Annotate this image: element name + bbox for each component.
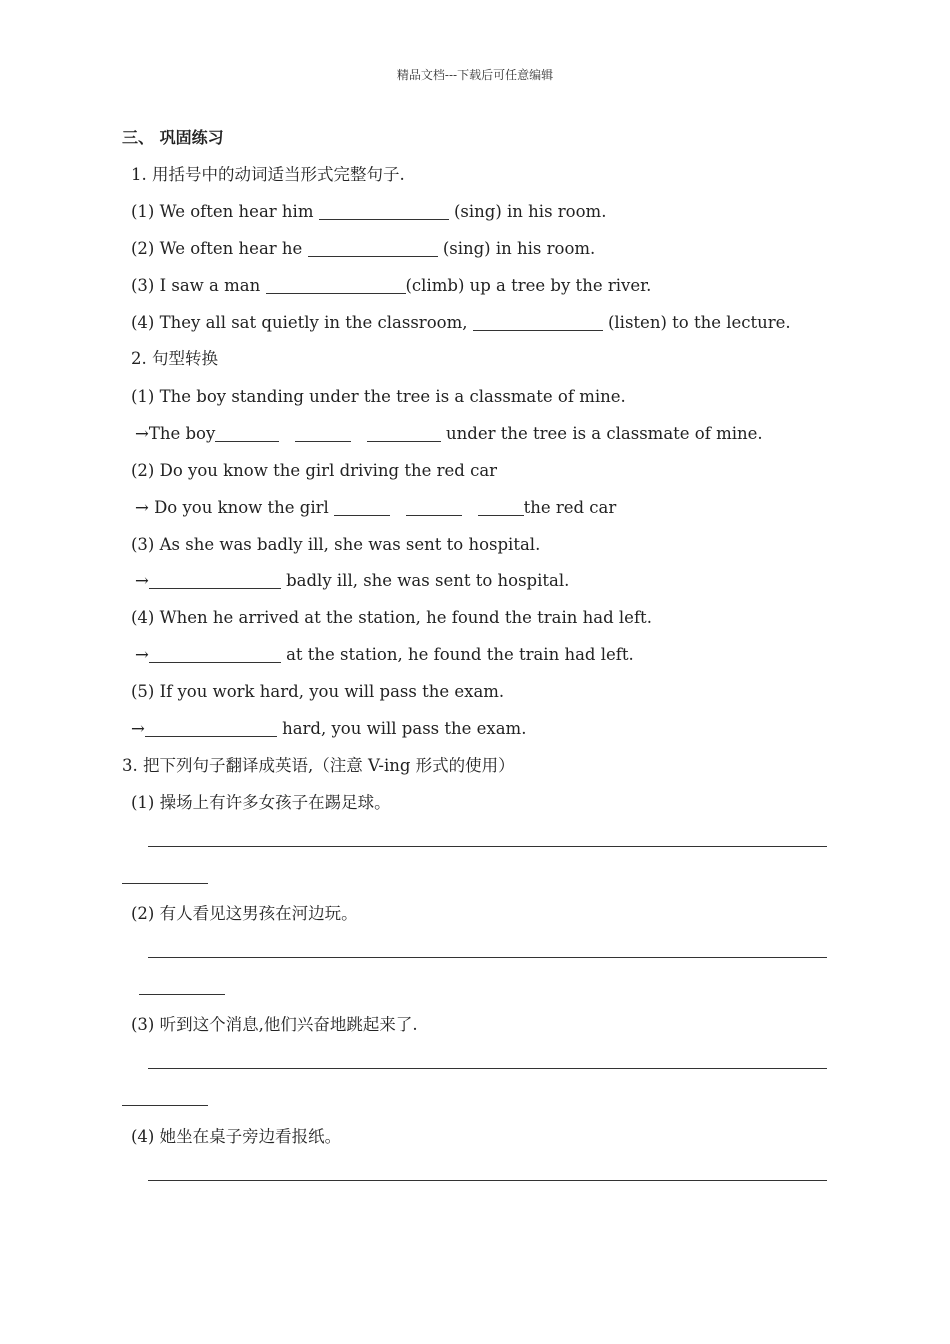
section-title: 三、 巩固练习: [122, 128, 224, 147]
page-header: 精品文档---下载后可任意编辑: [396, 68, 554, 82]
question-text: (sing) in his room.: [442, 239, 596, 258]
answer-blank[interactable]: [295, 425, 351, 442]
question-text: (listen) to the lecture.: [607, 313, 791, 332]
part1-question-1: [131, 202, 606, 222]
answer-suffix: badly ill, she was sent to hospital.: [286, 571, 570, 590]
answer-blank[interactable]: [308, 240, 438, 257]
answer-suffix: at the station, he found the train had left.: [286, 645, 634, 664]
answer-line[interactable]: [148, 1180, 827, 1181]
question-text: (sing) in his room.: [453, 202, 607, 221]
answer-suffix: hard, you will pass the exam.: [282, 719, 527, 738]
part2-title: 2. 句型转换: [131, 349, 218, 368]
part1-title: 1. 用括号中的动词适当形式完整句子.: [131, 165, 405, 184]
answer-blank[interactable]: [149, 572, 281, 589]
answer-blank[interactable]: [145, 720, 277, 737]
answer-line-continued[interactable]: [122, 883, 208, 884]
question-text: (2) We often hear he: [131, 239, 303, 258]
question-text: (4) They all sat quietly in the classroom,: [131, 313, 468, 332]
answer-prefix: →: [131, 719, 145, 738]
part3-item-3: (3) 听到这个消息,他们兴奋地跳起来了.: [131, 1015, 418, 1034]
part2-answer-4: [135, 645, 634, 665]
answer-prefix: →: [135, 645, 149, 664]
question-text: (1) We often hear him: [131, 202, 314, 221]
part2-sentence-5: (5) If you work hard, you will pass the exam.: [131, 682, 505, 701]
answer-line[interactable]: [148, 957, 827, 958]
part2-sentence-1: (1) The boy standing under the tree is a classmate of mine.: [131, 387, 626, 406]
part3-item-4: (4) 她坐在桌子旁边看报纸。: [131, 1127, 342, 1146]
answer-blank[interactable]: [266, 277, 406, 294]
answer-blank[interactable]: [473, 314, 603, 331]
question-text: (3) I saw a man: [131, 276, 261, 295]
part1-question-2: [131, 239, 595, 259]
part2-sentence-2: (2) Do you know the girl driving the red car: [131, 461, 498, 480]
part2-answer-3: [135, 571, 569, 591]
answer-line[interactable]: [148, 1068, 827, 1069]
answer-blank[interactable]: [367, 425, 441, 442]
part2-sentence-3: (3) As she was badly ill, she was sent to hospital.: [131, 535, 541, 554]
answer-blank[interactable]: [334, 499, 390, 516]
answer-prefix: →: [135, 571, 149, 590]
part2-answer-1: [135, 424, 763, 444]
answer-line-continued[interactable]: [122, 1105, 208, 1106]
part2-sentence-4: (4) When he arrived at the station, he found the train had left.: [131, 608, 652, 627]
part1-question-4: [131, 313, 791, 333]
answer-line[interactable]: [148, 846, 827, 847]
answer-suffix: the red car: [523, 498, 617, 517]
part3-item-1: (1) 操场上有许多女孩子在踢足球。: [131, 793, 391, 812]
answer-blank[interactable]: [406, 499, 462, 516]
part1-question-3: [131, 276, 651, 296]
answer-prefix: →The boy: [135, 424, 216, 443]
part3-title: 3. 把下列句子翻译成英语,（注意 V-ing 形式的使用）: [122, 756, 515, 775]
answer-prefix: → Do you know the girl: [135, 498, 329, 517]
question-text: (climb) up a tree by the river.: [405, 276, 652, 295]
answer-blank[interactable]: [319, 203, 449, 220]
answer-line-continued[interactable]: [139, 994, 225, 995]
answer-blank[interactable]: [149, 646, 281, 663]
answer-blank[interactable]: [478, 499, 524, 516]
part2-answer-2: [135, 498, 616, 518]
part3-item-2: (2) 有人看见这男孩在河边玩。: [131, 904, 358, 923]
part2-answer-5: [131, 719, 526, 739]
answer-suffix: under the tree is a classmate of mine.: [446, 424, 763, 443]
answer-blank[interactable]: [215, 425, 279, 442]
